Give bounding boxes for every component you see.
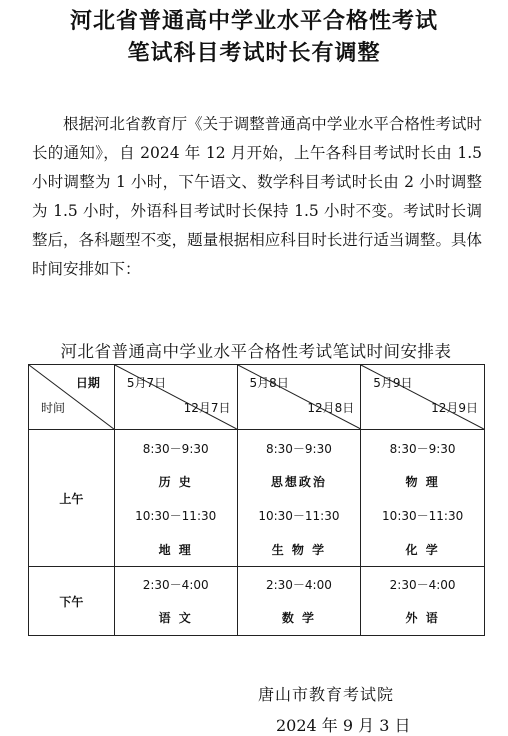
am-subject-2: 化 学	[405, 543, 440, 557]
table-row-am	[29, 430, 485, 567]
date-may: 5月9日	[373, 376, 413, 390]
am-subject-1: 物 理	[405, 475, 440, 489]
pm-time: 2:30－4:00	[389, 578, 456, 592]
am-time-1: 8:30－9:30	[265, 442, 332, 456]
am-subject-2: 生 物 学	[271, 543, 327, 557]
title-line-2: 笔试科目考试时长有调整	[127, 41, 381, 66]
date-may: 5月7日	[126, 376, 167, 390]
issue-date: 2024 年 9 月 3 日	[276, 716, 411, 735]
date-dec: 12月7日	[183, 401, 231, 415]
am-subject-1: 历 史	[158, 475, 193, 489]
am-time-1: 8:30－9:30	[142, 442, 209, 456]
title-line-1: 河北省普通高中学业水平合格性考试	[69, 9, 438, 34]
date-header-2	[237, 365, 361, 430]
date-may: 5月8日	[249, 376, 289, 390]
date-header-1	[114, 365, 237, 430]
am-cell-1	[114, 430, 237, 567]
row-header-am: 上午	[29, 430, 115, 567]
pm-cell-3	[361, 567, 485, 636]
date-dec: 12月8日	[307, 401, 355, 415]
table-header-row	[29, 365, 485, 430]
corner-time-label: 时间	[41, 401, 66, 415]
pm-subject: 语 文	[158, 611, 193, 625]
corner-cell	[29, 365, 115, 430]
am-subject-2: 地 理	[158, 543, 193, 557]
table-row-pm	[29, 567, 485, 636]
am-cell-3	[361, 430, 485, 567]
am-subject-1: 思想政治	[270, 475, 327, 489]
pm-cell-1	[114, 567, 237, 636]
corner-date-label: 日期	[75, 376, 100, 390]
am-time-1: 8:30－9:30	[389, 442, 456, 456]
table-caption: 河北省普通高中学业水平合格性考试笔试时间安排表	[60, 342, 452, 361]
pm-cell-2	[237, 567, 361, 636]
am-time-2: 10:30－11:30	[135, 509, 217, 523]
body-paragraph: 根据河北省教育厅《关于调整普通高中学业水平合格性考试时长的通知》，自 2024 年 12 月开始，上午各科目考试时长由 1.5 小时调整为 1 小时，下午语文、数学科目考试时长由 2 小时调整为 1.5 小时，外语科目考试时长保持 1.5 小时不变。考试时长调整后，各科题型不变，题量根据相应科目时长进行适当调整。具体时间安排如下：	[32, 115, 482, 278]
signature: 唐山市教育考试院	[258, 685, 395, 704]
am-time-2: 10:30－11:30	[258, 509, 340, 523]
date-header-3	[361, 365, 485, 430]
pm-time: 2:30－4:00	[142, 578, 209, 592]
pm-subject: 外 语	[405, 611, 440, 625]
am-cell-2	[237, 430, 361, 567]
schedule-table	[28, 364, 485, 636]
am-time-2: 10:30－11:30	[382, 509, 464, 523]
row-header-pm: 下午	[29, 567, 115, 636]
pm-time: 2:30－4:00	[265, 578, 332, 592]
date-dec: 12月9日	[431, 401, 478, 415]
pm-subject: 数 学	[281, 611, 316, 625]
